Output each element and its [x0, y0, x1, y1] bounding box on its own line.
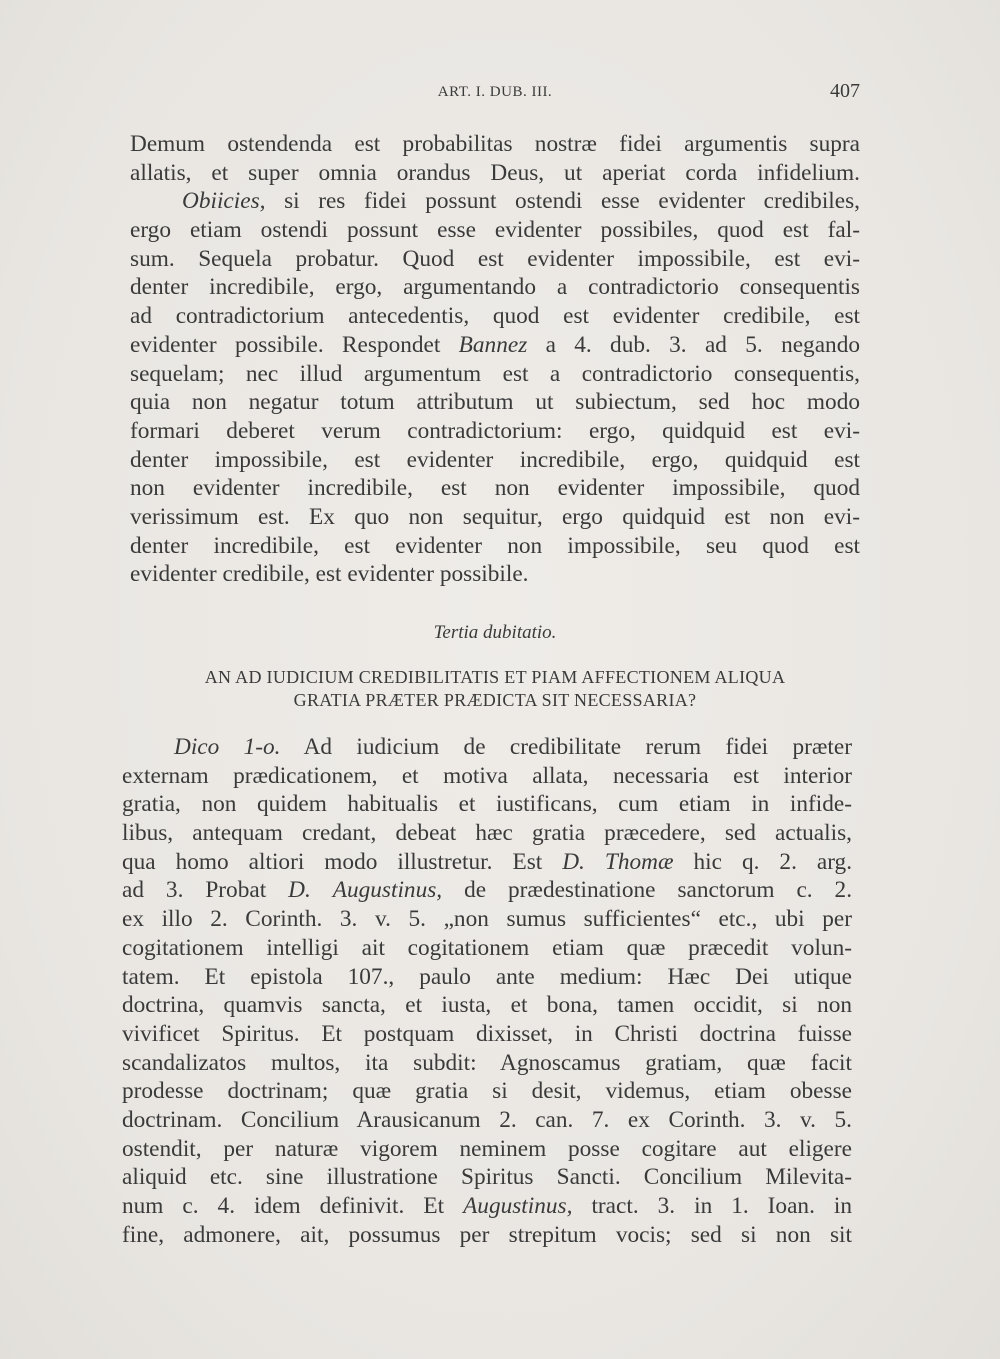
text-line: ergo etiam ostendi possunt esse evidenter possibiles, quod est fal- — [130, 217, 860, 244]
section-question — [130, 666, 860, 712]
text-run: de prædestinatione sanctorum c. 2. — [464, 877, 853, 904]
text-line: ostendit, per naturæ vigorem neminem posse cogitare aut eligere — [122, 1135, 852, 1162]
text-line: scandalizatos multos, ita subdit: Agnoscamus gratiam, quæ facit — [122, 1049, 852, 1076]
text-run: si res fidei possunt ostendi esse evidenter credibiles, — [284, 188, 861, 215]
running-head: ART. I. DUB. III. — [437, 84, 553, 100]
text-line: verissimum est. Ex quo non sequitur, ergo quidquid est non evi- — [130, 503, 860, 530]
italic-term: Augustinus, — [463, 1193, 573, 1219]
text-line — [122, 733, 852, 762]
text-line — [130, 187, 860, 216]
text-line: formari deberet verum contradictorium: ergo, quidquid est evi- — [130, 417, 860, 444]
text-line — [130, 331, 860, 360]
paragraph-1 — [130, 130, 860, 589]
text-line — [122, 876, 852, 905]
text-line: doctrina, quamvis sancta, et iusta, et bona, tamen occidit, si non — [122, 992, 852, 1019]
text-line: fine, admonere, ait, possumus per strepitum vocis; sed si non sit — [122, 1221, 852, 1248]
text-line: quia non negatur totum attributum ut subiectum, sed hoc modo — [130, 389, 860, 416]
italic-term: Bannez — [458, 331, 528, 358]
text-line: sum. Sequela probatur. Quod est evidenter impossibile, est evi- — [130, 245, 860, 272]
text-line: sequelam; nec illud argumentum est a contradictorio consequentis, — [130, 360, 860, 387]
text-line: denter impossibile, est evidenter incredibile, ergo, quidquid est — [130, 446, 860, 473]
text-line: gratia, non quidem habitualis et iustificans, cum etiam in infide- — [122, 791, 852, 818]
text-run: a 4. dub. 3. ad 5. negando — [545, 331, 860, 358]
italic-term: Obiicies, — [182, 188, 266, 215]
text-line: denter incredibile, ergo, argumentando a contradictorio consequentis — [130, 274, 860, 301]
text-run: ad 3. Probat — [122, 877, 267, 904]
question-line: AN AD IUDICIUM CREDIBILITATIS ET PIAM AFFECTIONEM ALIQUA — [204, 667, 786, 687]
text-line: aliquid etc. sine illustratione Spiritus Sancti. Concilium Milevita- — [122, 1164, 852, 1191]
question-line: GRATIA PRÆTER PRÆDICTA SIT NECESSARIA? — [293, 690, 697, 710]
text-line: Demum ostendenda est probabilitas nostræ fidei argumentis supra — [130, 131, 860, 157]
text-line: non evidenter incredibile, est non evidenter impossibile, quod — [130, 475, 860, 502]
italic-term: Augustinus, — [332, 877, 443, 904]
text-line — [122, 1192, 852, 1221]
text-line: evidenter credibile, est evidenter possibile. — [130, 561, 529, 588]
text-line: libus, antequam credant, debeat hæc gratia præcedere, sed actualis, — [122, 820, 852, 847]
text-line: vivificet Spiritus. Et postquam dixisset, in Christi doctrina fuisse — [122, 1020, 852, 1047]
text-line: externam prædicationem, et motiva allata, necessaria est interior — [122, 762, 852, 789]
text-run: hic q. 2. arg. — [693, 848, 853, 875]
page-number: 407 — [830, 80, 860, 102]
text-run: Ad iudicium de credibilitate rerum fidei præter — [303, 734, 852, 760]
text-line: doctrinam. Concilium Arausicanum 2. can. 7. ex Corinth. 3. v. 5. — [122, 1106, 852, 1133]
text-line: prodesse doctrinam; quæ gratia si desit, videmus, etiam obesse — [122, 1078, 852, 1105]
text-line: tatem. Et epistola 107., paulo ante medium: Hæc Dei utique — [122, 963, 852, 990]
text-line: denter incredibile, est evidenter non impossibile, seu quod est — [130, 532, 860, 559]
paragraph-2 — [122, 733, 852, 1249]
text-line — [122, 848, 852, 877]
text-run: qua homo altiori modo illustretur. Est — [122, 848, 543, 875]
page-header — [130, 78, 860, 108]
text-line: ex illo 2. Corinth. 3. v. 5. „non sumus sufficientes“ etc., ubi per — [122, 906, 852, 933]
section-subheading: Tertia dubitatio. — [433, 622, 557, 643]
italic-term: D. — [562, 848, 585, 875]
text-run: evidenter possibile. Respondet — [130, 331, 441, 358]
text-line: cogitationem intelligi ait cogitationem etiam quæ præcedit volun- — [122, 934, 852, 961]
text-run: num c. 4. idem definivit. Et — [122, 1193, 445, 1219]
italic-term: Thomæ — [604, 848, 674, 875]
text-run: tract. 3. in 1. Ioan. in — [591, 1193, 853, 1219]
italic-term: Dico 1-o. — [174, 734, 281, 760]
text-line: ad contradictorium antecedentis, quod est evidenter credibile, est — [130, 303, 860, 330]
italic-term: D. — [288, 877, 311, 904]
text-line: allatis, et super omnia orandus Deus, ut aperiat corda infidelium. — [130, 159, 860, 186]
